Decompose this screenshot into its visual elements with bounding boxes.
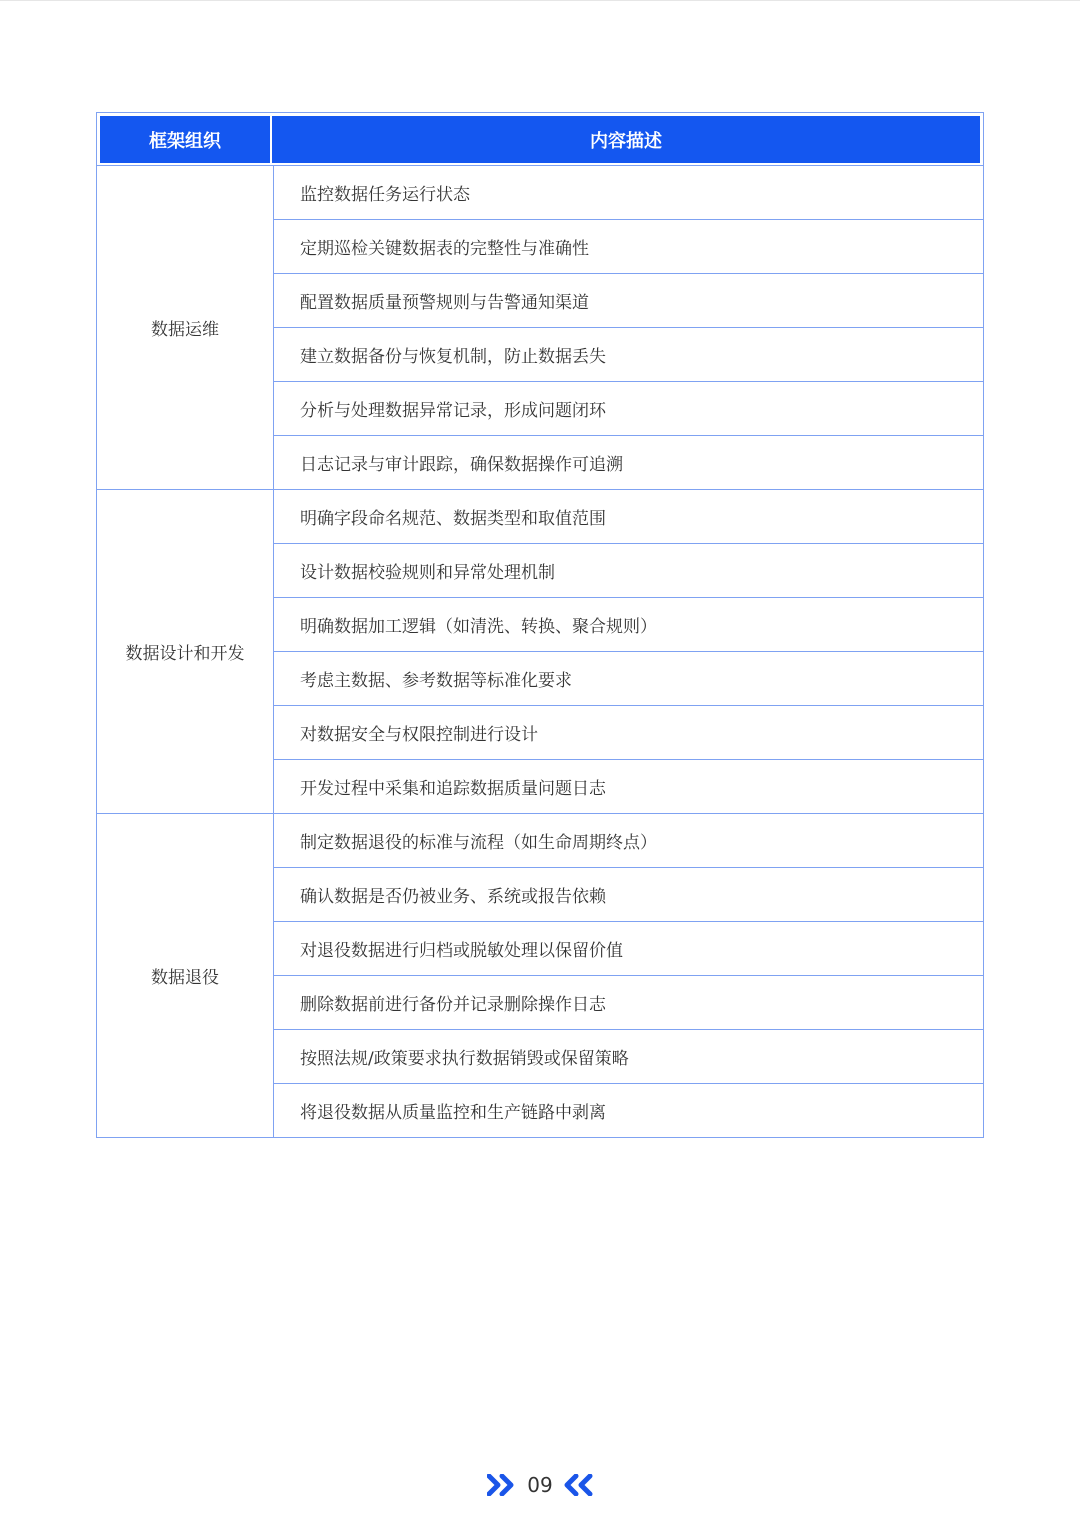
group-retirement [97,814,983,1137]
framework-table [96,112,984,1138]
table-row: 确认数据是否仍被业务、系统或报告依赖 [274,868,983,922]
header-framework: 框架组织 [100,116,272,163]
table-row: 制定数据退役的标准与流程（如生命周期终点） [274,814,983,868]
group-design-dev [97,490,983,814]
top-rule [0,0,1080,1]
table-header-row [97,113,983,166]
table-row: 按照法规/政策要求执行数据销毁或保留策略 [274,1030,983,1084]
table-row: 开发过程中采集和追踪数据质量问题日志 [300,779,606,799]
group-ops [97,166,983,490]
group-items [274,490,983,813]
group-label: 数据退役 [97,814,274,1137]
table-row: 删除数据前进行备份并记录删除操作日志 [274,976,983,1030]
table-row: 日志记录与审计跟踪，确保数据操作可追溯 [300,455,623,475]
table-row: 监控数据任务运行状态 [274,166,983,220]
pagination [0,1470,1080,1500]
double-chevron-right-icon [487,1474,517,1496]
table-row: 设计数据校验规则和异常处理机制 [274,544,983,598]
group-items [274,814,983,1137]
table-row: 考虑主数据、参考数据等标准化要求 [274,652,983,706]
table-row: 将退役数据从质量监控和生产链路中剥离 [300,1103,606,1123]
group-label: 数据设计和开发 [97,490,274,813]
table-row: 明确字段命名规范、数据类型和取值范围 [274,490,983,544]
table-row: 对数据安全与权限控制进行设计 [274,706,983,760]
double-chevron-left-icon [563,1474,593,1496]
table-row: 明确数据加工逻辑（如清洗、转换、聚合规则） [274,598,983,652]
table-row: 分析与处理数据异常记录，形成问题闭环 [274,382,983,436]
group-label: 数据运维 [97,166,274,489]
group-items [274,166,983,489]
table-row: 定期巡检关键数据表的完整性与准确性 [274,220,983,274]
table-row: 建立数据备份与恢复机制，防止数据丢失 [274,328,983,382]
header-description: 内容描述 [272,116,980,163]
table-row: 配置数据质量预警规则与告警通知渠道 [274,274,983,328]
page-number: 09 [527,1473,553,1497]
table-row: 对退役数据进行归档或脱敏处理以保留价值 [274,922,983,976]
